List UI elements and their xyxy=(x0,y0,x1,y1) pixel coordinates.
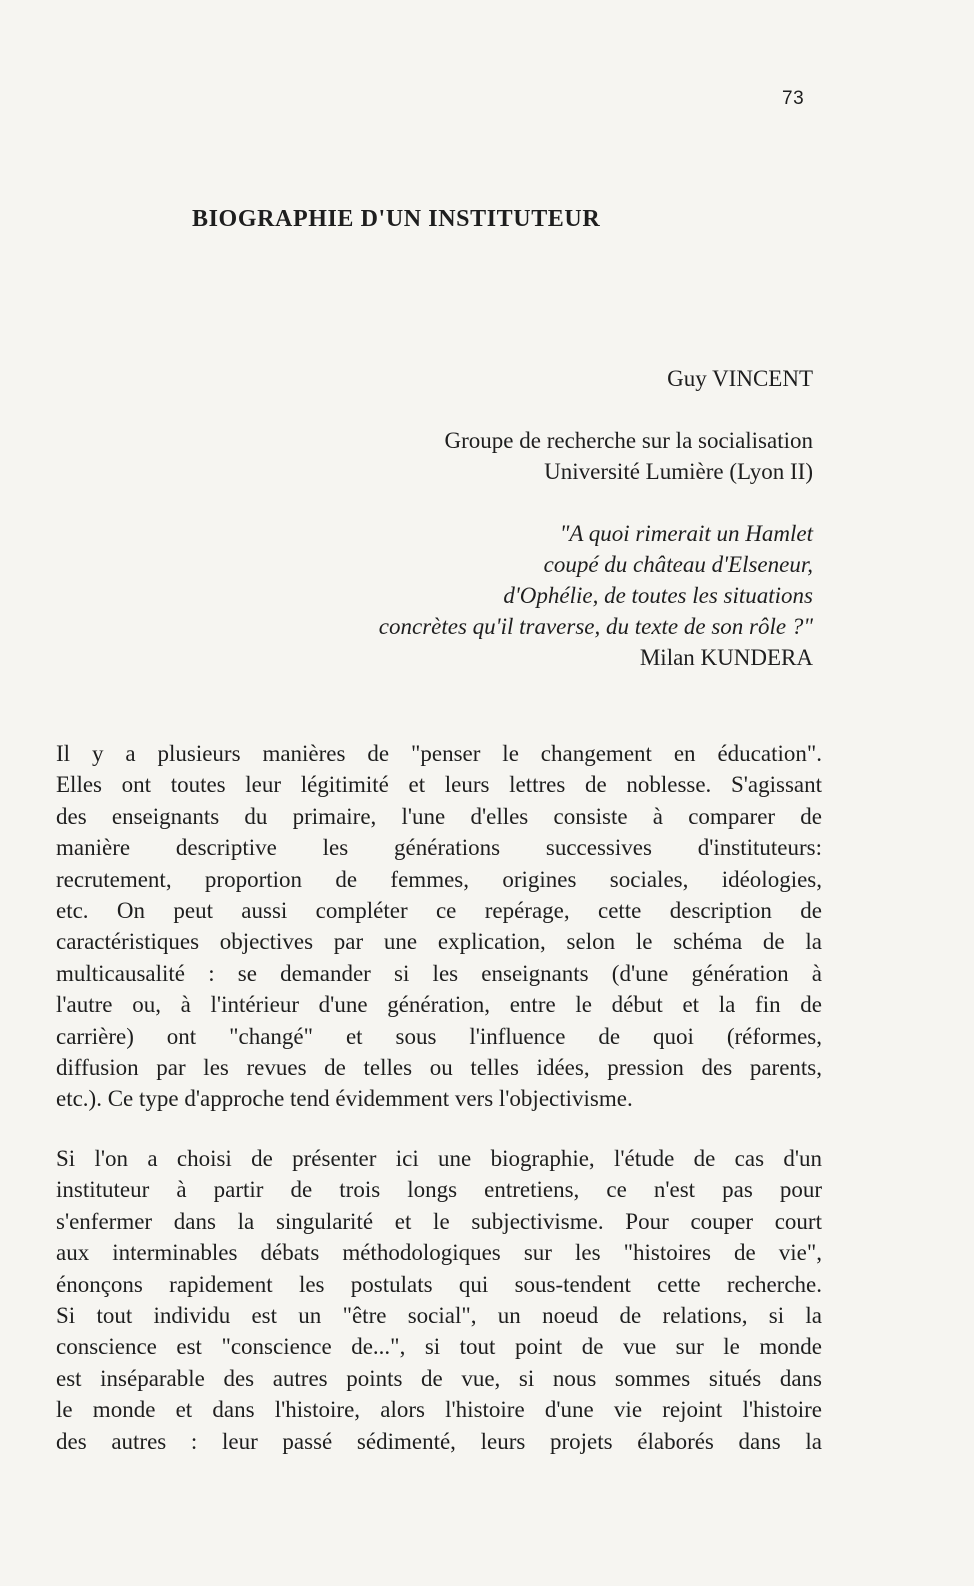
body-paragraph xyxy=(56,738,822,1115)
text-line: diffusion par les revues de telles ou telles idées, pression des parents, xyxy=(56,1055,822,1081)
text-line: des enseignants du primaire, l'une d'elles consiste à comparer de xyxy=(56,803,822,829)
text-line: Elles ont toutes leur légitimité et leurs lettres de noblesse. S'agissant xyxy=(56,772,822,798)
text-line: etc.). Ce type d'approche tend évidemment vers l'objectivisme. xyxy=(56,1086,633,1112)
text-line: etc. On peut aussi compléter ce repérage, cette description de xyxy=(56,898,822,924)
text-line: est inséparable des autres points de vue, si nous sommes situés dans xyxy=(56,1365,822,1391)
text-line: des autres : leur passé sédimenté, leurs projets élaborés dans la xyxy=(56,1428,822,1454)
text-line: instituteur à partir de trois longs entretiens, ce n'est pas pour xyxy=(56,1177,822,1203)
epigraph-line: d'Ophélie, de toutes les situations xyxy=(503,583,813,608)
article-title: BIOGRAPHIE D'UN INSTITUTEUR xyxy=(192,206,601,232)
text-line: manière descriptive les générations successives d'instituteurs: xyxy=(56,835,822,861)
text-line: recrutement, proportion de femmes, origines sociales, idéologies, xyxy=(56,866,822,892)
text-line: Si l'on a choisi de présenter ici une biographie, l'étude de cas d'un xyxy=(56,1146,822,1171)
text-line: Si tout individu est un "être social", un noeud de relations, si la xyxy=(56,1303,822,1329)
text-line: multicausalité : se demander si les enseignants (d'une génération à xyxy=(56,960,822,986)
text-line: conscience est "conscience de...", si tout point de vue sur le monde xyxy=(56,1334,822,1360)
text-line: énonçons rapidement les postulats qui sous-tendent cette recherche. xyxy=(56,1271,822,1297)
text-line: caractéristiques objectives par une explication, selon le schéma de la xyxy=(56,929,822,955)
epigraph-line: coupé du château d'Elseneur, xyxy=(543,552,813,577)
epigraph-attribution: Milan KUNDERA xyxy=(639,645,813,670)
epigraph xyxy=(379,518,813,673)
author-name: Guy VINCENT xyxy=(667,366,813,391)
epigraph-line: concrètes qu'il traverse, du texte de son rôle ?" xyxy=(378,614,813,639)
author-affiliation xyxy=(445,425,813,487)
body-paragraph xyxy=(56,1143,822,1457)
text-line: aux interminables débats méthodologiques sur les "histoires de vie", xyxy=(56,1240,822,1266)
text-line: Il y a plusieurs manières de "penser le changement en éducation". xyxy=(56,741,822,766)
affiliation-line: Groupe de recherche sur la socialisation xyxy=(444,428,813,453)
affiliation-line: Université Lumière (Lyon II) xyxy=(544,459,813,484)
text-line: l'autre ou, à l'intérieur d'une génération, entre le début et la fin de xyxy=(56,992,822,1018)
text-line: carrière) ont "changé" et sous l'influence de quoi (réformes, xyxy=(56,1023,822,1049)
epigraph-line: "A quoi rimerait un Hamlet xyxy=(559,521,813,546)
text-line: s'enfermer dans la singularité et le subjectivisme. Pour couper court xyxy=(56,1208,822,1234)
page-number: 73 xyxy=(782,88,805,109)
text-line: le monde et dans l'histoire, alors l'histoire d'une vie rejoint l'histoire xyxy=(56,1397,822,1423)
